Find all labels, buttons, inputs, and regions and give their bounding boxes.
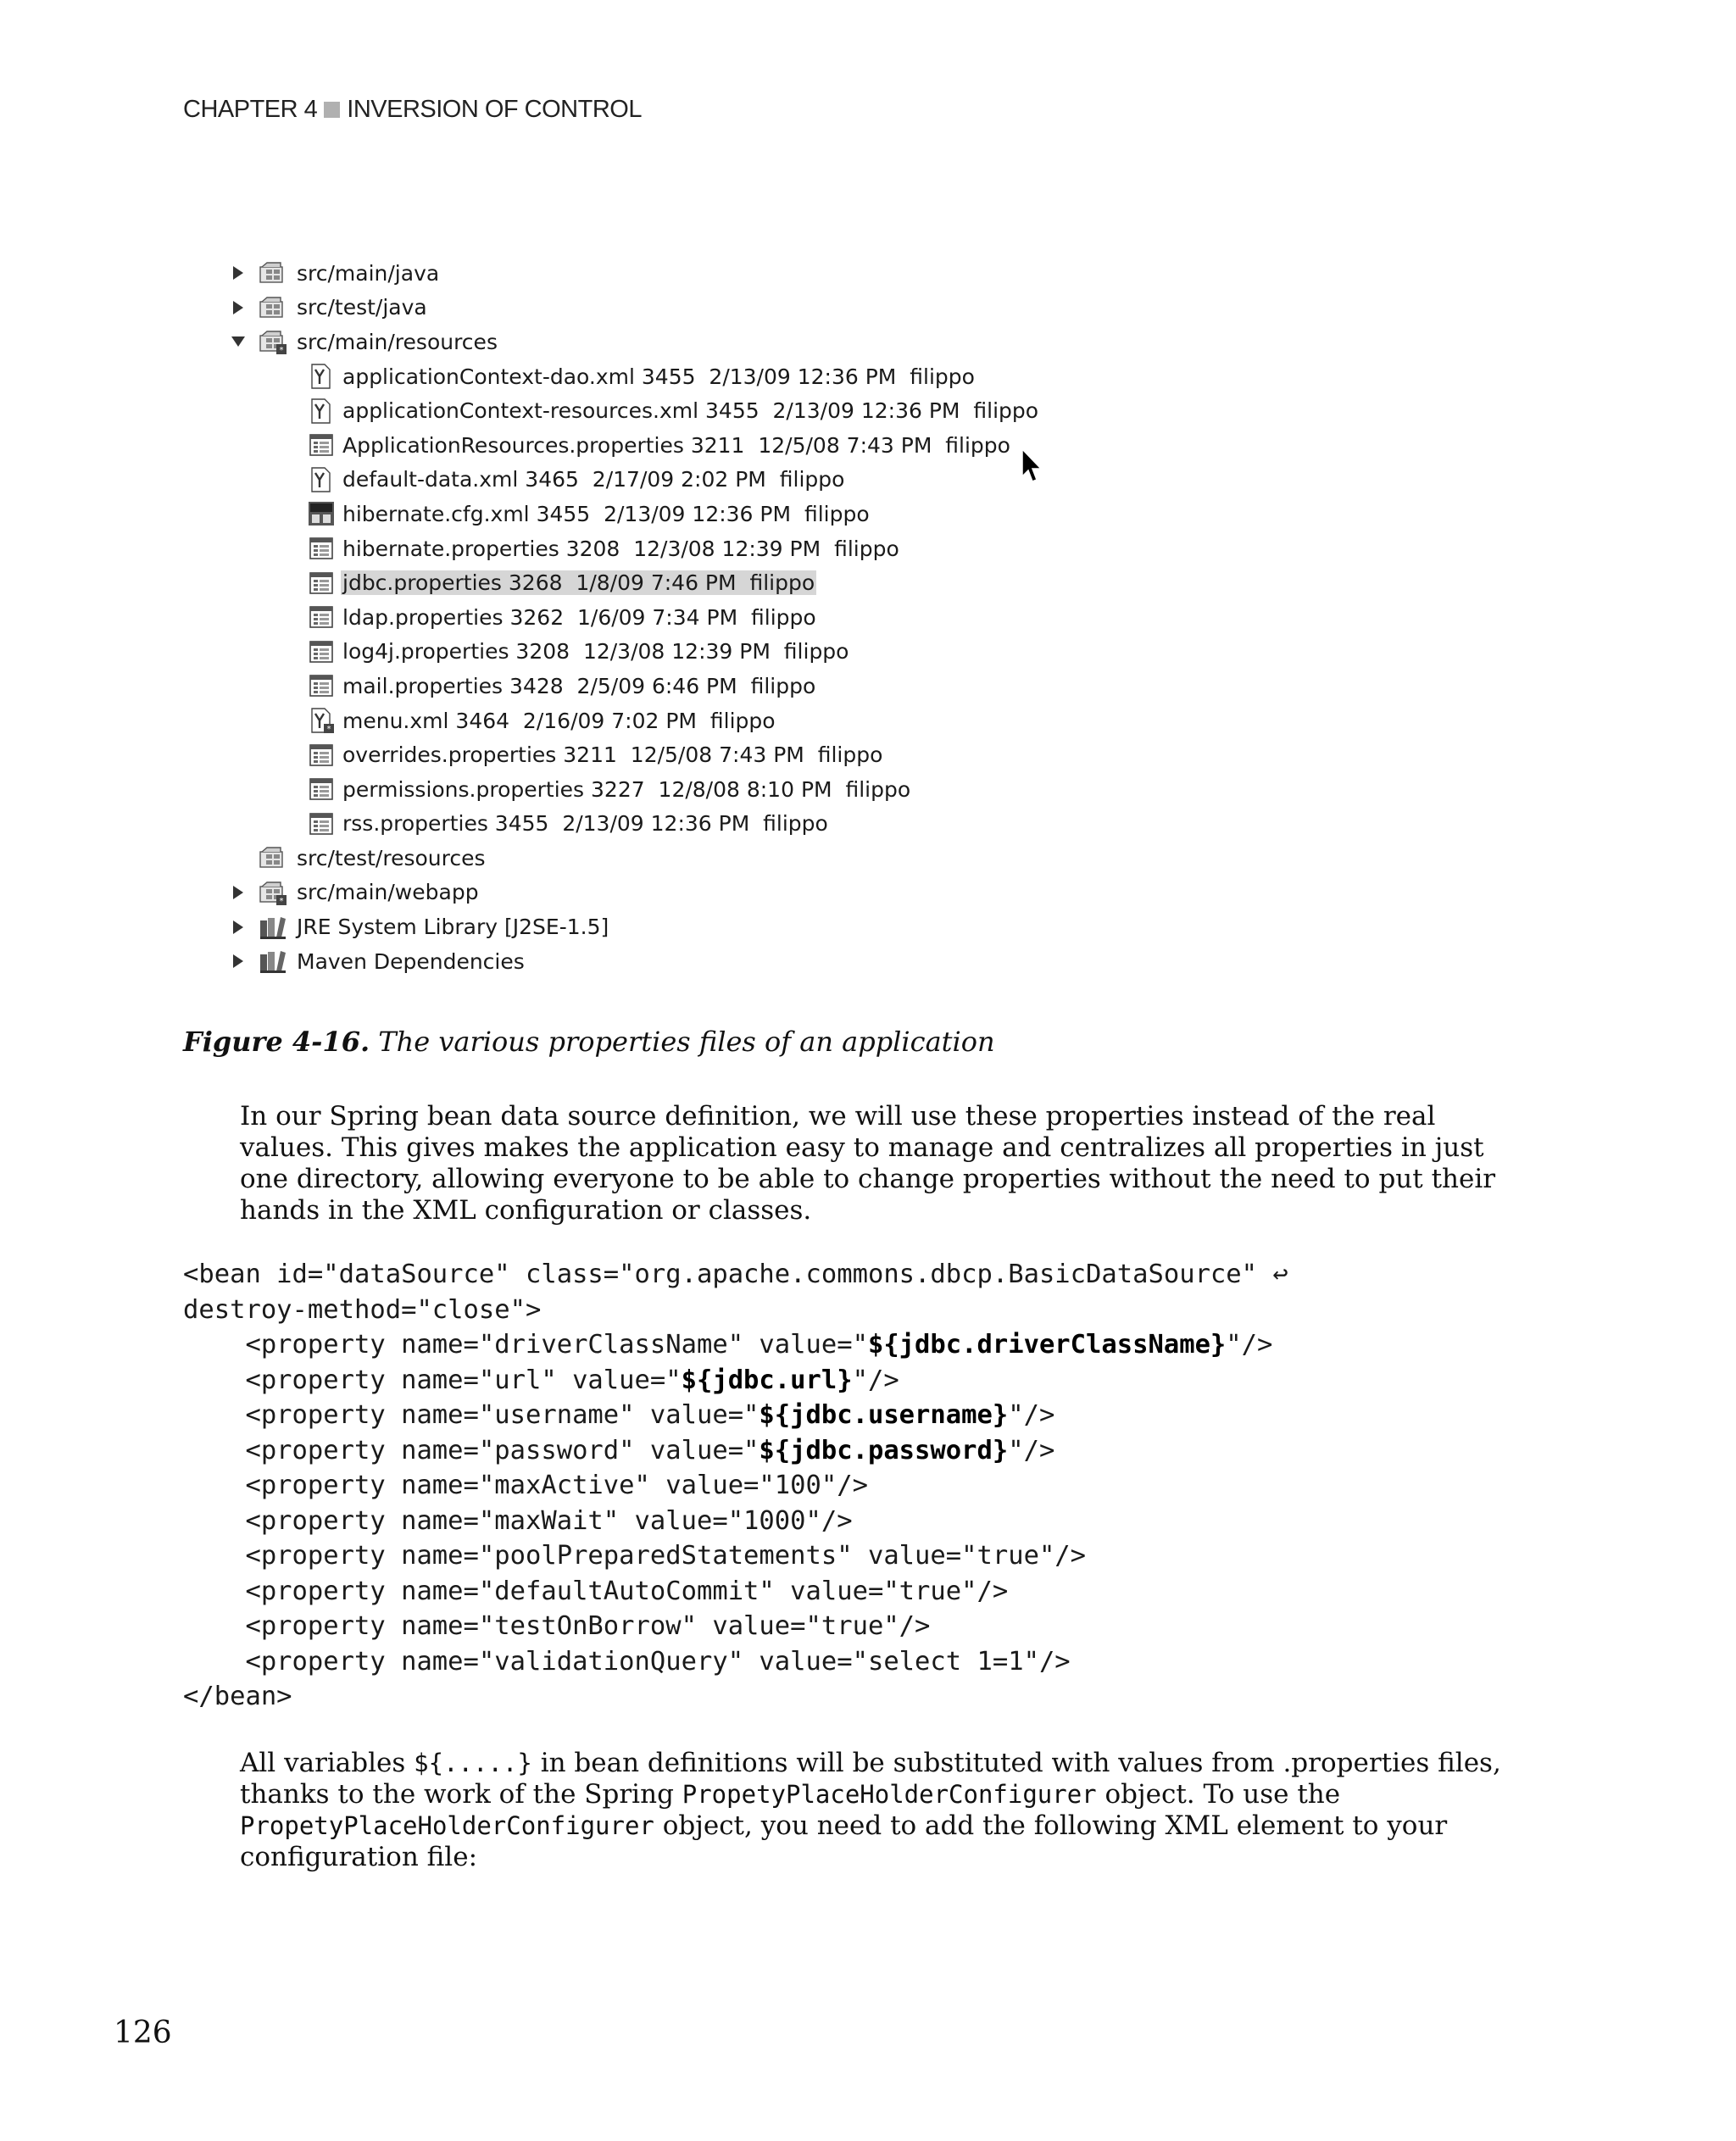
tree-file-row[interactable] [227, 428, 1075, 463]
properties-file-icon [307, 535, 336, 562]
tree-item-label: hibernate.cfg.xml 3455 2/13/09 12:36 PM filippo [342, 501, 870, 526]
svg-text:*: * [279, 346, 284, 356]
project-explorer-tree [227, 256, 1075, 978]
tree-item-label: applicationContext-resources.xml 3455 2/13/09 12:36 PM filippo [342, 398, 1039, 424]
tree-item-label: overrides.properties 3211 12/5/08 7:43 PM filippo [342, 742, 883, 768]
tree-item-label: menu.xml 3464 2/16/09 7:02 PM filippo [342, 708, 776, 733]
code-line [183, 1398, 1556, 1433]
properties-file-icon [307, 810, 336, 837]
code-text: "/> [1008, 1435, 1055, 1465]
tree-file-row[interactable] [227, 772, 1075, 807]
body-paragraph-1 [183, 1101, 1505, 1226]
tree-file-row[interactable] [227, 497, 1075, 531]
tree-file-row[interactable] [227, 600, 1075, 635]
code-placeholder: ${jdbc.url} [681, 1365, 853, 1395]
code-text: <property name="password" value=" [183, 1435, 760, 1465]
expand-arrow-right-icon[interactable] [231, 298, 246, 317]
code-line [183, 1609, 1556, 1644]
square-separator-icon [324, 102, 340, 118]
source-folder-modified-icon [259, 879, 287, 906]
inline-code: PropetyPlaceHolderConfigurer [240, 1811, 654, 1840]
xml-file-icon [307, 466, 336, 493]
tree-item-label: src/test/java [297, 295, 427, 320]
chapter-label: CHAPTER 4 [183, 96, 318, 123]
code-text: "/> [852, 1365, 899, 1395]
code-text: <property name="maxWait" value="1000"/> [183, 1505, 853, 1536]
code-text: "/> [1008, 1400, 1055, 1430]
tree-item-label: src/main/webapp [297, 880, 479, 905]
tree-file-row[interactable] [227, 359, 1075, 394]
code-text: <property name="maxActive" value="100"/> [183, 1471, 868, 1500]
paragraph-text-2 [183, 1748, 1505, 1873]
code-line [183, 1363, 1556, 1399]
code-text: <property name="url" value=" [183, 1365, 682, 1395]
source-folder-modified-icon [259, 328, 287, 355]
xml-file-icon [307, 398, 336, 425]
code-text: <property name="driverClassName" value=" [183, 1330, 868, 1360]
code-text: <property name="username" value=" [183, 1400, 760, 1430]
xml-code-listing [183, 1257, 1556, 1715]
code-text: <property name="poolPreparedStatements" value="true"/> [183, 1541, 1087, 1571]
tree-folder-row[interactable] [227, 841, 1075, 876]
tree-file-row[interactable] [227, 669, 1075, 703]
chapter-title: INVERSION OF CONTROL [347, 96, 642, 123]
code-line [183, 1433, 1556, 1469]
tree-item-label: permissions.properties 3227 12/8/08 8:10 PM filippo [342, 776, 911, 802]
code-placeholder: ${jdbc.password} [759, 1435, 1009, 1465]
tree-folder-row[interactable] [227, 876, 1075, 910]
code-text: </bean> [183, 1682, 292, 1711]
tree-item-label: src/test/resources [297, 845, 486, 870]
paragraph-segment: object. To use the [1096, 1779, 1341, 1810]
tree-file-row[interactable] [227, 807, 1075, 842]
tree-item-label: jdbc.properties 3268 1/8/09 7:46 PM filippo [342, 570, 815, 596]
expand-arrow-right-icon[interactable] [231, 952, 246, 970]
paragraph-segment: object, you need to add the following XML element to your configuration file: [240, 1810, 1448, 1872]
tree-file-row[interactable] [227, 703, 1075, 738]
tree-folder-row[interactable] [227, 909, 1075, 944]
tree-item-label: ApplicationResources.properties 3211 12/5/08 7:43 PM filippo [342, 432, 1010, 458]
expand-arrow-right-icon[interactable] [231, 264, 246, 282]
tree-file-row[interactable] [227, 635, 1075, 670]
tree-item-label: rss.properties 3455 2/13/09 12:36 PM filippo [342, 811, 828, 837]
tree-file-row[interactable] [227, 463, 1075, 498]
page-number: 126 [114, 2016, 172, 2050]
inline-code: ${.....} [414, 1749, 532, 1777]
inline-code: PropetyPlaceHolderConfigurer [682, 1780, 1097, 1809]
running-head [183, 96, 642, 124]
code-line [183, 1293, 1556, 1328]
source-folder-icon [259, 259, 287, 286]
properties-file-icon [307, 570, 336, 597]
properties-file-icon [307, 638, 336, 665]
properties-file-icon [307, 742, 336, 769]
tree-item-label: JRE System Library [J2SE-1.5] [297, 915, 609, 940]
code-text: <property name="defaultAutoCommit" value="true"/> [183, 1576, 1009, 1606]
tree-item-label: src/main/java [297, 260, 440, 286]
tree-item-label: mail.properties 3428 2/5/09 6:46 PM filippo [342, 673, 816, 698]
code-line [183, 1327, 1556, 1363]
library-icon [259, 948, 287, 975]
tree-folder-row[interactable] [227, 325, 1075, 359]
expand-arrow-right-icon[interactable] [231, 918, 246, 937]
figure-number: Figure 4-16. [183, 1026, 370, 1058]
tree-file-row[interactable] [227, 531, 1075, 566]
properties-file-icon [307, 672, 336, 699]
code-line [183, 1257, 1556, 1293]
tree-folder-row[interactable] [227, 291, 1075, 325]
paragraph-text: In our Spring bean data source definition, we will use these properties instead of the real values. This gives makes the application easy to manage and centralizes all properties in just one directory, allowing everyone to be able to change properties without the need to put their hands in the XML configuration or classes. [240, 1101, 1496, 1226]
tree-item-label: Maven Dependencies [297, 948, 525, 974]
tree-folder-row[interactable] [227, 256, 1075, 291]
code-placeholder: ${jdbc.username} [759, 1400, 1009, 1430]
code-line [183, 1574, 1556, 1610]
code-line [183, 1504, 1556, 1539]
code-placeholder: ${jdbc.driverClassName} [867, 1330, 1227, 1360]
tree-item-label: default-data.xml 3465 2/17/09 2:02 PM filippo [342, 467, 845, 492]
tree-item-label: ldap.properties 3262 1/6/09 7:34 PM filippo [342, 604, 816, 630]
code-text: "/> [1226, 1330, 1273, 1360]
tree-file-row[interactable] [227, 565, 1075, 600]
paragraph-segment: in bean definitions will be substituted with values from .properties files, thanks to the work of the Spring [240, 1748, 1501, 1810]
svg-text:*: * [326, 725, 331, 735]
code-line [183, 1679, 1556, 1715]
xml-file-icon [307, 363, 336, 390]
tree-item-label: log4j.properties 3208 12/3/08 12:39 PM filippo [342, 639, 849, 665]
code-line [183, 1468, 1556, 1504]
tree-item-label: applicationContext-dao.xml 3455 2/13/09 12:36 PM filippo [342, 364, 975, 389]
properties-file-icon [307, 603, 336, 631]
body-paragraph-2 [183, 1748, 1505, 1873]
code-line [183, 1644, 1556, 1680]
figure-title: The various properties files of an application [378, 1026, 995, 1058]
properties-file-icon [307, 776, 336, 803]
tree-file-row[interactable] [227, 737, 1075, 772]
code-text: <property name="testOnBorrow" value="true"/> [183, 1611, 931, 1641]
svg-text:*: * [279, 896, 284, 906]
mouse-pointer-icon [1021, 448, 1043, 485]
paragraph-segment: All variables [240, 1748, 415, 1778]
hibernate-config-icon [307, 500, 336, 527]
figure-caption [183, 1026, 995, 1058]
tree-item-label: src/main/resources [297, 329, 498, 354]
expand-arrow-down-icon[interactable] [231, 332, 246, 351]
tree-folder-row[interactable] [227, 944, 1075, 979]
source-folder-icon [259, 844, 287, 871]
code-text: <property name="validationQuery" value="select 1=1"/> [183, 1646, 1071, 1677]
tree-file-row[interactable] [227, 393, 1075, 428]
source-folder-icon [259, 294, 287, 321]
properties-file-icon [307, 431, 336, 459]
tree-item-label: hibernate.properties 3208 12/3/08 12:39 PM filippo [342, 536, 899, 561]
code-line [183, 1538, 1556, 1574]
code-text: destroy-method="close"> [183, 1294, 542, 1325]
expand-arrow-right-icon[interactable] [231, 883, 246, 902]
code-text: <bean id="dataSource" class="org.apache.commons.dbcp.BasicDataSource" ↩ [183, 1260, 1288, 1289]
library-icon [259, 914, 287, 941]
xml-file-modified-icon [307, 707, 336, 734]
